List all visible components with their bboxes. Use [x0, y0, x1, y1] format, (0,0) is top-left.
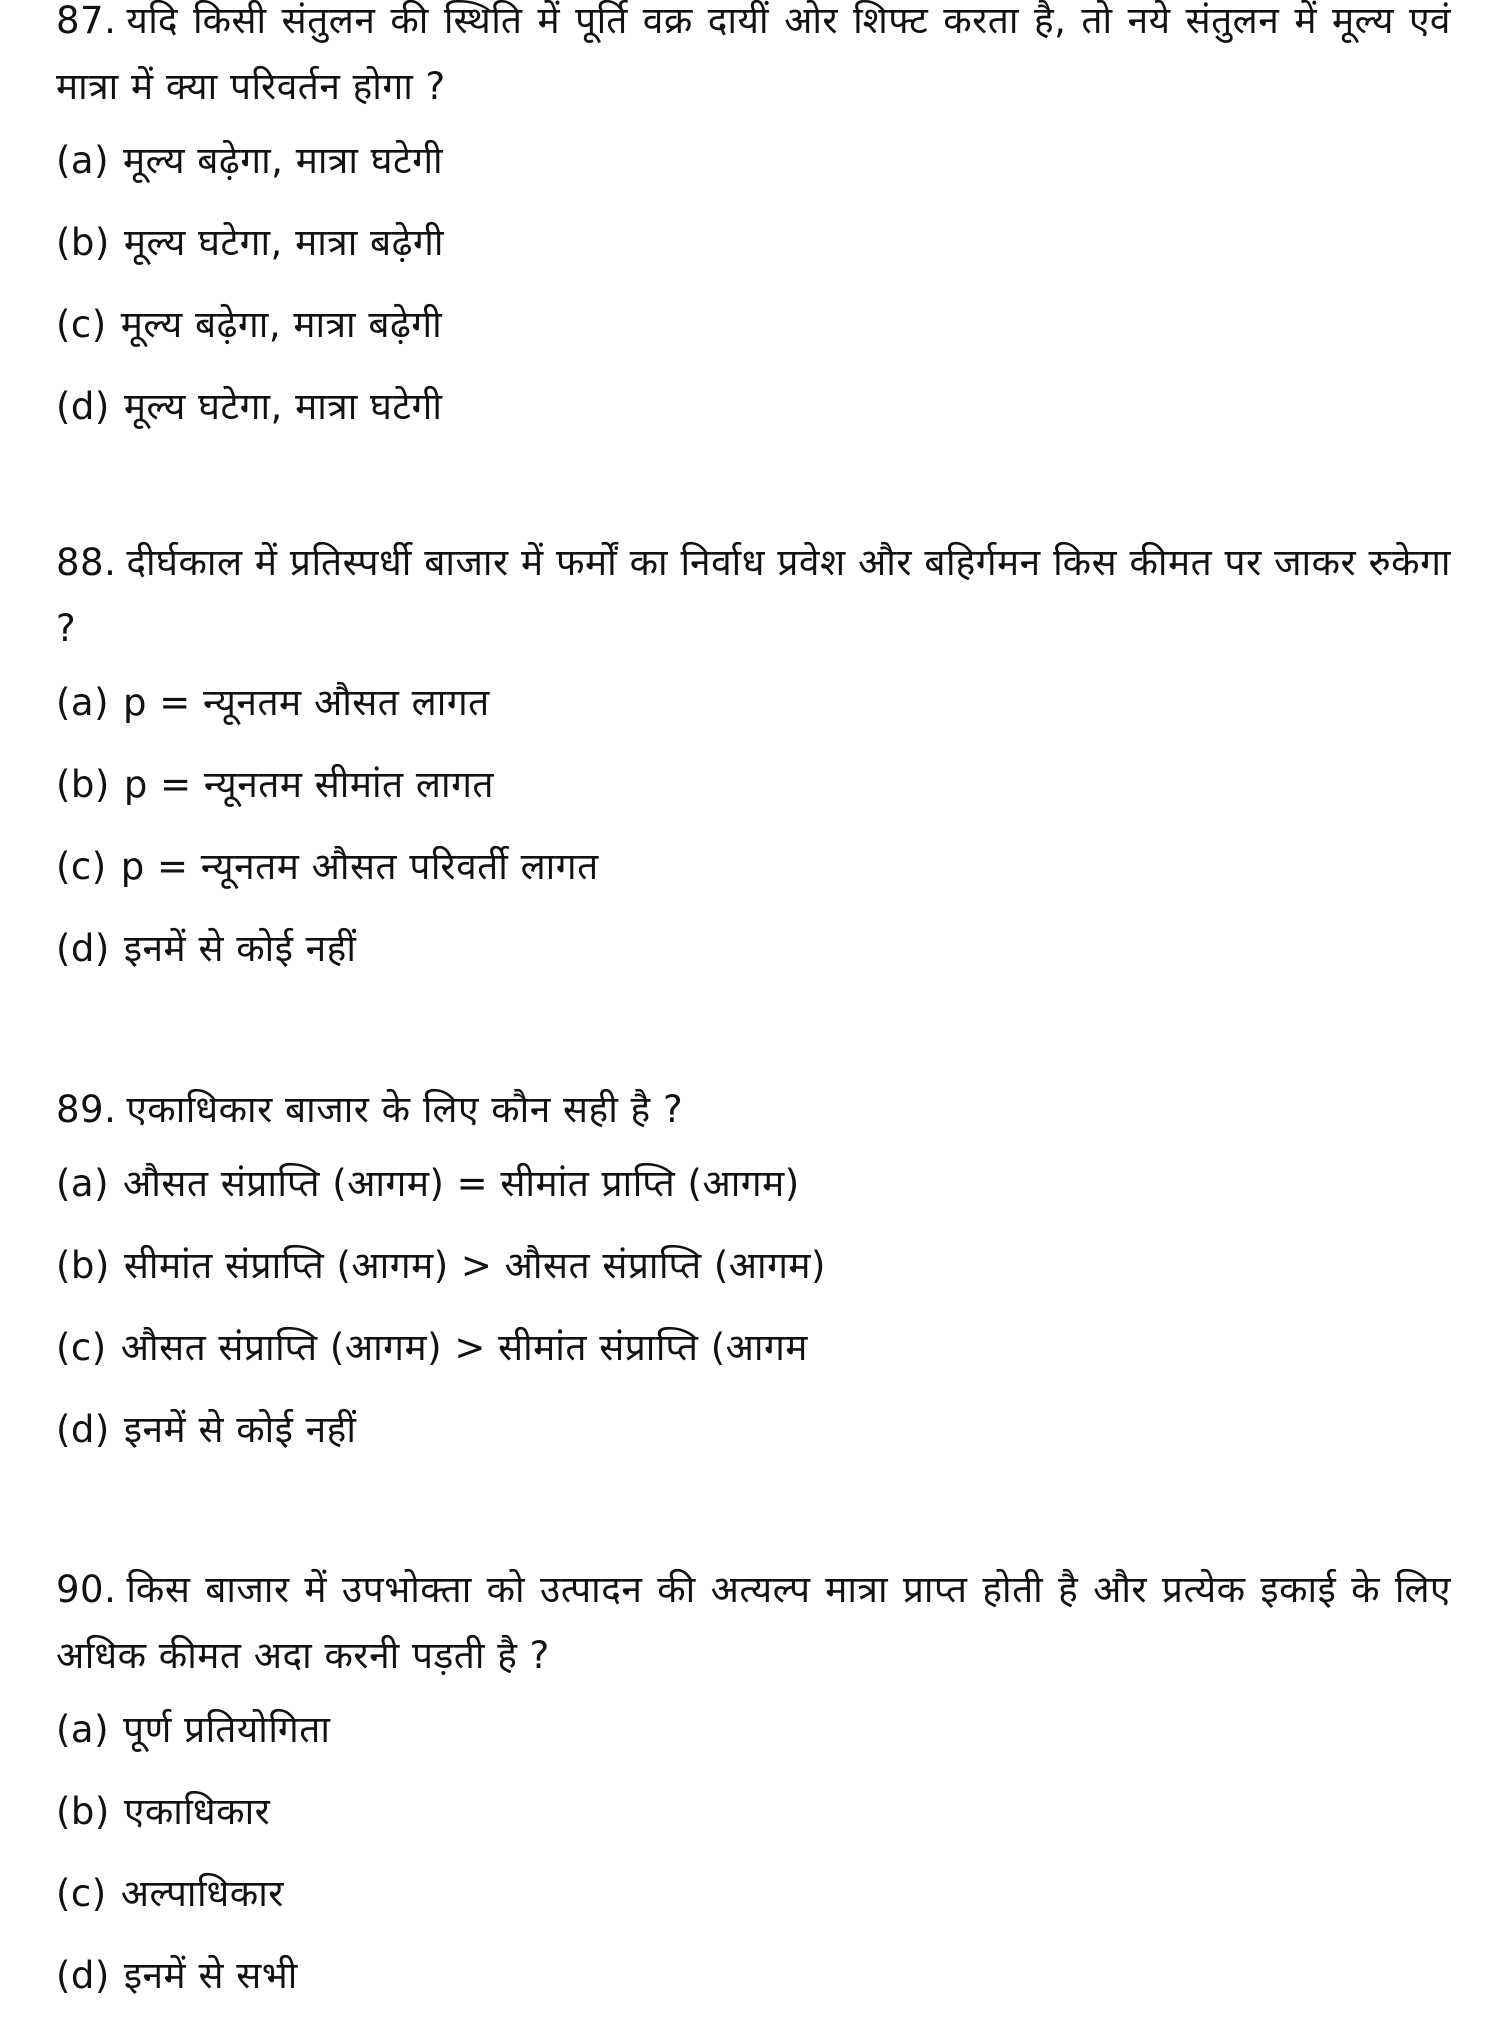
question-88: [56, 530, 1451, 990]
option-label: (d): [56, 1954, 110, 1997]
option-a: [56, 120, 1451, 202]
option-list: [56, 1689, 1451, 2017]
option-label: (c): [56, 1326, 107, 1369]
option-list: [56, 120, 1451, 448]
option-d: [56, 1935, 1451, 2017]
question-number: 87.: [56, 0, 117, 42]
question-text: [56, 1077, 1451, 1143]
option-b: [56, 744, 1451, 826]
question-body: यदि किसी संतुलन की स्थिति में पूर्ति वक्र दायीं ओर शिफ्ट करता है, तो नये संतुलन में मूल्य एवं मात्रा में क्या परिवर्तन होगा ?: [56, 0, 1451, 108]
option-label: (c): [56, 845, 107, 888]
option-label: (c): [56, 1872, 107, 1915]
option-b: [56, 1771, 1451, 1853]
option-c: [56, 826, 1451, 908]
option-a: [56, 1143, 1451, 1225]
option-c: [56, 1853, 1451, 1935]
question-text: [56, 0, 1451, 120]
question-87: [56, 0, 1451, 448]
option-label: (b): [56, 1244, 110, 1287]
option-text: औसत संप्राप्ति (आगम) > सीमांत संप्राप्ति (आगम: [120, 1326, 808, 1369]
option-label: (c): [56, 303, 107, 346]
option-text: पूर्ण प्रतियोगिता: [123, 1708, 331, 1751]
option-b: [56, 1225, 1451, 1307]
option-label: (a): [56, 681, 110, 724]
question-number: 89.: [56, 1088, 117, 1131]
option-a: [56, 662, 1451, 744]
option-text: p = न्यूनतम औसत लागत: [123, 681, 490, 724]
question-text: [56, 1557, 1451, 1689]
option-text: p = न्यूनतम औसत परिवर्ती लागत: [120, 845, 599, 888]
option-d: [56, 908, 1451, 990]
option-d: [56, 1389, 1451, 1471]
question-body: किस बाजार में उपभोक्ता को उत्पादन की अत्यल्प मात्रा प्राप्त होती है और प्रत्येक इकाई के लिए अधिक कीमत अदा करनी पड़ती है ?: [56, 1568, 1451, 1677]
question-89: [56, 1077, 1451, 1471]
option-text: अल्पाधिकार: [120, 1872, 284, 1915]
option-label: (a): [56, 1162, 110, 1205]
option-text: मूल्य घटेगा, मात्रा बढ़ेगी: [123, 221, 444, 264]
option-text: मूल्य बढ़ेगा, मात्रा बढ़ेगी: [120, 303, 443, 346]
option-list: [56, 662, 1451, 990]
option-label: (a): [56, 1708, 110, 1751]
option-c: [56, 1307, 1451, 1389]
option-label: (a): [56, 139, 110, 182]
option-label: (b): [56, 1790, 110, 1833]
option-text: सीमांत संप्राप्ति (आगम) > औसत संप्राप्ति (आगम): [123, 1244, 826, 1287]
option-text: इनमें से सभी: [123, 1954, 298, 1997]
option-label: (d): [56, 927, 110, 970]
option-text: p = न्यूनतम सीमांत लागत: [123, 763, 495, 806]
question-number: 88.: [56, 541, 117, 584]
option-text: मूल्य बढ़ेगा, मात्रा घटेगी: [123, 139, 444, 182]
option-b: [56, 202, 1451, 284]
option-label: (d): [56, 385, 110, 428]
question-number: 90.: [56, 1568, 117, 1611]
question-90: [56, 1557, 1451, 2017]
option-d: [56, 366, 1451, 448]
option-a: [56, 1689, 1451, 1771]
option-text: औसत संप्राप्ति (आगम) = सीमांत प्राप्ति (आगम): [123, 1162, 800, 1205]
option-c: [56, 284, 1451, 366]
option-text: इनमें से कोई नहीं: [123, 927, 357, 970]
option-text: इनमें से कोई नहीं: [123, 1408, 357, 1451]
option-list: [56, 1143, 1451, 1471]
option-label: (d): [56, 1408, 110, 1451]
question-body: एकाधिकार बाजार के लिए कौन सही है ?: [126, 1088, 684, 1131]
option-text: एकाधिकार: [123, 1790, 271, 1833]
question-body: दीर्घकाल में प्रतिस्पर्धी बाजार में फर्मों का निर्वाध प्रवेश और बहिर्गमन किस कीमत पर जाकर रुकेगा ?: [56, 541, 1451, 650]
option-text: मूल्य घटेगा, मात्रा घटेगी: [123, 385, 443, 428]
option-label: (b): [56, 221, 110, 264]
question-text: [56, 530, 1451, 662]
option-label: (b): [56, 763, 110, 806]
